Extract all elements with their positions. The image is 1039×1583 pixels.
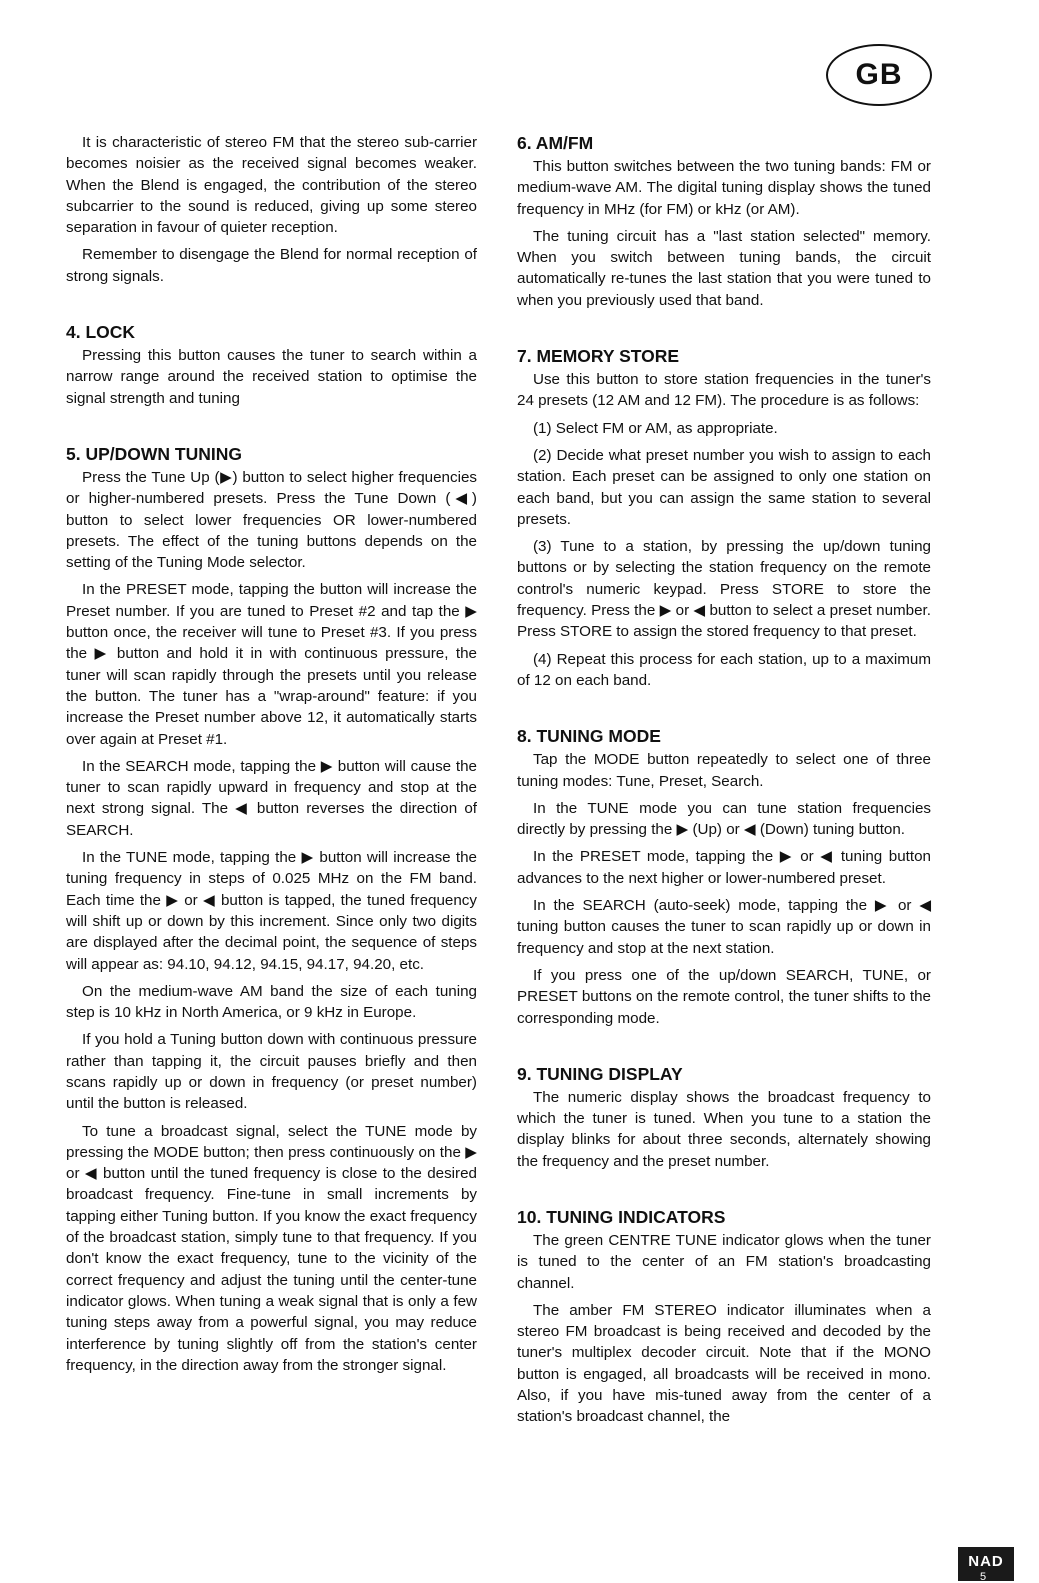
section-title-tuning-indicators: 10. TUNING INDICATORS bbox=[517, 1206, 726, 1227]
paragraph: Use this button to store station frequencies in the tuner's 24 presets (12 AM and 12 FM). The procedure is as follows: bbox=[517, 371, 931, 410]
section-title-tuning-mode: 8. TUNING MODE bbox=[517, 726, 661, 747]
paragraph: To tune a broadcast signal, select the TUNE mode by pressing the MODE button; then press continuously on the ▶ or ◀ button until the tuned frequency is close to the desired broadcast frequency. Fine-tune in small increments by tapping either Tuning button. If you know the exact frequency of the broadcast station, simply tune to that frequency. If you don't know the exact frequency, tune to the vicinity of the correct frequency and adjust the tuning until the center-tune indicator glows. When tuning a weak signal that is only a few tuning steps away from a powerful signal, you may reduce interference by tuning slightly off from the station's center frequency, in the direction away from the stronger signal. bbox=[66, 1122, 477, 1374]
paragraph: This button switches between the two tuning bands: FM or medium-wave AM. The digital tuning display shows the tuned frequency in MHz (for FM) or kHz (or AM). bbox=[517, 158, 931, 218]
paragraph: (2) Decide what preset number you wish to assign to each station. Each preset can be assigned to only one station on each band, but you can assign the same station to several presets. bbox=[517, 446, 931, 528]
paragraph: In the SEARCH mode, tapping the ▶ button will cause the tuner to scan rapidly upward in frequency and stop at the next strong signal. The ◀ button reverses the direction of SEARCH. bbox=[66, 757, 477, 839]
nad-logo: NAD bbox=[958, 1547, 1014, 1581]
paragraph: On the medium-wave AM band the size of each tuning step is 10 kHz in North America, or 9 kHz in Europe. bbox=[66, 982, 477, 1022]
paragraph: The tuning circuit has a "last station selected" memory. When you switch between tuning bands, the circuit automatically re-tunes the last station that you were tuned to when you previously used that band. bbox=[517, 227, 931, 309]
section-title-lock: 4. LOCK bbox=[66, 322, 136, 343]
section-title-memory-store: 7. MEMORY STORE bbox=[517, 346, 680, 367]
section-title-tuning-display: 9. TUNING DISPLAY bbox=[517, 1063, 683, 1084]
paragraph: Press the Tune Up (▶) button to select higher frequencies or higher-numbered presets. Press the Tune Down (◀) button to select lower frequencies OR lower-numbered presets. The effect of the tuning buttons depends on the setting of the Tuning Mode selector. bbox=[66, 468, 477, 572]
paragraph: If you press one of the up/down SEARCH, TUNE, or PRESET buttons on the remote control, the tuner shifts to the corresponding mode. bbox=[517, 966, 931, 1027]
paragraph: Tap the MODE button repeatedly to select one of three tuning modes: Tune, Preset, Search. bbox=[517, 751, 931, 790]
paragraph: The green CENTRE TUNE indicator glows when the tuner is tuned to the center of an FM station's broadcasting channel. bbox=[517, 1231, 931, 1292]
paragraph: In the TUNE mode you can tune station frequencies directly by pressing the ▶ (Up) or ◀ (Down) tuning button. bbox=[517, 799, 931, 839]
left-column bbox=[66, 132, 477, 1382]
right-column bbox=[517, 132, 931, 1434]
paragraph: (3) Tune to a station, by pressing the up/down tuning buttons or by selecting the station frequency on the remote control's numeric keypad. Press STORE to store the frequency. Press the ▶ or ◀ button to select a preset number. Press STORE to assign the stored frequency to that preset. bbox=[517, 538, 931, 641]
paragraph: Remember to disengage the Blend for normal reception of strong signals. bbox=[66, 246, 477, 285]
paragraph: Pressing this button causes the tuner to search within a narrow range around the received station to optimise the signal strength and tuning bbox=[66, 347, 477, 407]
paragraph: The amber FM STEREO indicator illuminates when a stereo FM broadcast is being received and decoded by the tuner's multiplex decoder circuit. Note that if the MONO button is engaged, all broadcasts will be received in mono. Also, if you have mis-tuned away from the center of a station's broadcast channel, the bbox=[517, 1301, 931, 1426]
section-title-updown-tuning: 5. UP/DOWN TUNING bbox=[66, 443, 242, 464]
paragraph: In the TUNE mode, tapping the ▶ button will increase the tuning frequency in steps of 0.025 MHz on the FM band. Each time the ▶ or ◀ button is tapped, the tuned frequency will shift up or down by this increment. Since only two digits are displayed after the decimal point, the sequence of steps will appear as: 94.10, 94.12, 94.15, 94.17, 94.20, etc. bbox=[66, 849, 477, 973]
paragraph: In the SEARCH (auto-seek) mode, tapping the ▶ or ◀ tuning button causes the tuner to scan rapidly up or down in frequency and stop at the next station. bbox=[517, 897, 931, 957]
language-badge: GB bbox=[826, 44, 932, 106]
paragraph: (1) Select FM or AM, as appropriate. bbox=[533, 419, 778, 437]
paragraph: If you hold a Tuning button down with continuous pressure rather than tapping it, the circuit pauses briefly and then scans rapidly up or down in frequency (or preset number) until the button is released. bbox=[66, 1031, 477, 1113]
paragraph: It is characteristic of stereo FM that the stereo sub-carrier becomes noisier as the received signal becomes weaker. When the Blend is engaged, the contribution of the stereo subcarrier to the sound is reduced, giving up some stereo separation in favour of quieter reception. bbox=[66, 134, 477, 237]
paragraph: (4) Repeat this process for each station, up to a maximum of 12 on each band. bbox=[517, 650, 931, 689]
paragraph: In the PRESET mode, tapping the button will increase the Preset number. If you are tuned to Preset #2 and tap the ▶ button once, the receiver will tune to Preset #3. If you press the ▶ button and hold it in with continuous pressure, the tuner will scan rapidly through the presets until you release the button. The tuner has a "wrap-around" feature: if you increase the Preset number above 12, it automatically starts over again at Preset #1. bbox=[66, 581, 477, 748]
paragraph: In the PRESET mode, tapping the ▶ or ◀ tuning button advances to the next higher or lower-numbered preset. bbox=[517, 848, 931, 887]
page-number: 5 bbox=[980, 1571, 987, 1583]
section-title-amfm: 6. AM/FM bbox=[517, 133, 594, 153]
paragraph: The numeric display shows the broadcast frequency to which the tuner is tuned. When you tune to a station the display blinks for about three seconds, alternately showing the frequency and the preset number. bbox=[517, 1088, 931, 1170]
